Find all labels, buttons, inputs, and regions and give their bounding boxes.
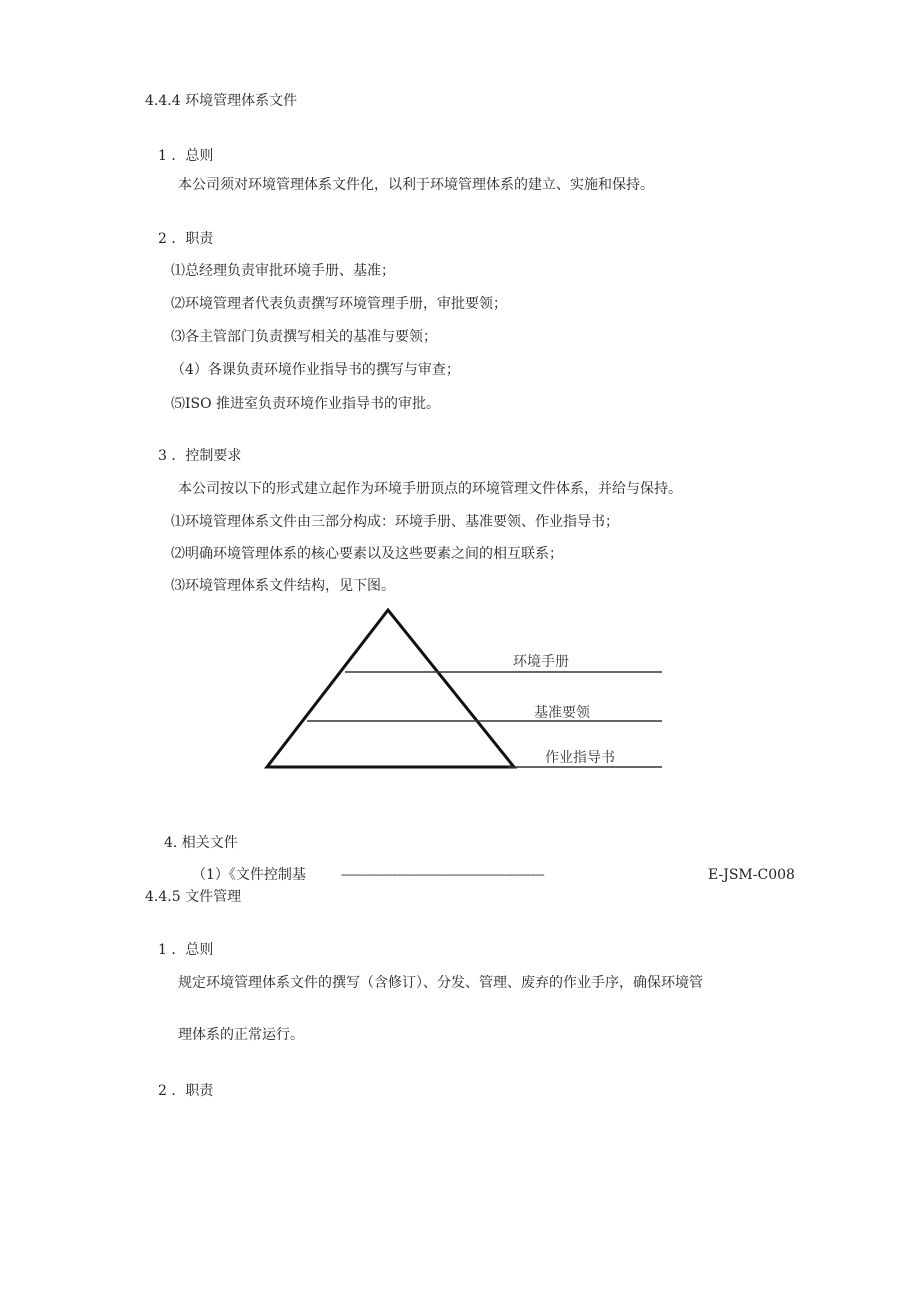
pyramid-label-standards: 基准要领 xyxy=(534,705,590,721)
section-heading-4-4-5: 4.4.5 文件管理 xyxy=(145,889,242,905)
pyramid-label-instructions: 作业指导书 xyxy=(545,750,615,766)
general-body-line-2: 理体系的正常运行。 xyxy=(178,1027,304,1043)
control-body: 本公司按以下的形式建立起作为环境手册顶点的环境管理文件体系，并给与保持。 xyxy=(178,481,682,497)
control-item: ⑵明确环境管理体系的核心要素以及这些要素之间的相互联系； xyxy=(171,546,563,562)
general-body-line-1: 规定环境管理体系文件的撰写（含修订）、分发、管理、废弃的作业手序，确保环境管 xyxy=(178,975,703,991)
duties-title: 2 ．职责 xyxy=(158,1083,214,1099)
related-docs-title: 4. 相关文件 xyxy=(164,835,238,851)
duties-title: 2 ．职责 xyxy=(158,231,214,247)
pyramid-outline xyxy=(267,610,514,767)
control-item: ⑶环境管理体系文件结构，见下图。 xyxy=(171,578,395,594)
general-title: 1 ．总则 xyxy=(158,148,214,164)
duty-item: （4）各课负责环境作业指导书的撰写与审查； xyxy=(171,362,460,378)
related-doc-code: E-JSM-C008 xyxy=(708,867,795,883)
related-doc-leader: ------------------------------------------------------------------------ xyxy=(341,868,544,881)
section-heading-4-4-4: 4.4.4 环境管理体系文件 xyxy=(145,93,298,109)
pyramid-label-manual: 环境手册 xyxy=(513,654,569,670)
related-doc-name: （1）《文件控制基 xyxy=(192,867,306,883)
duty-item: ⑶各主管部门负责撰写相关的基准与要领； xyxy=(171,329,437,345)
duty-item: ⑸ISO 推进室负责环境作业指导书的审批。 xyxy=(171,396,441,412)
document-structure-pyramid xyxy=(262,605,672,775)
control-item: ⑴环境管理体系文件由三部分构成：环境手册、基准要领、作业指导书； xyxy=(171,514,619,530)
control-title: 3 ．控制要求 xyxy=(158,448,242,464)
duty-item: ⑴总经理负责审批环境手册、基准； xyxy=(171,263,395,279)
duty-item: ⑵环境管理者代表负责撰写环境管理手册，审批要领； xyxy=(171,296,507,312)
general-title: 1 ．总则 xyxy=(158,942,214,958)
general-body: 本公司须对环境管理体系文件化，以利于环境管理体系的建立、实施和保持。 xyxy=(178,177,654,193)
